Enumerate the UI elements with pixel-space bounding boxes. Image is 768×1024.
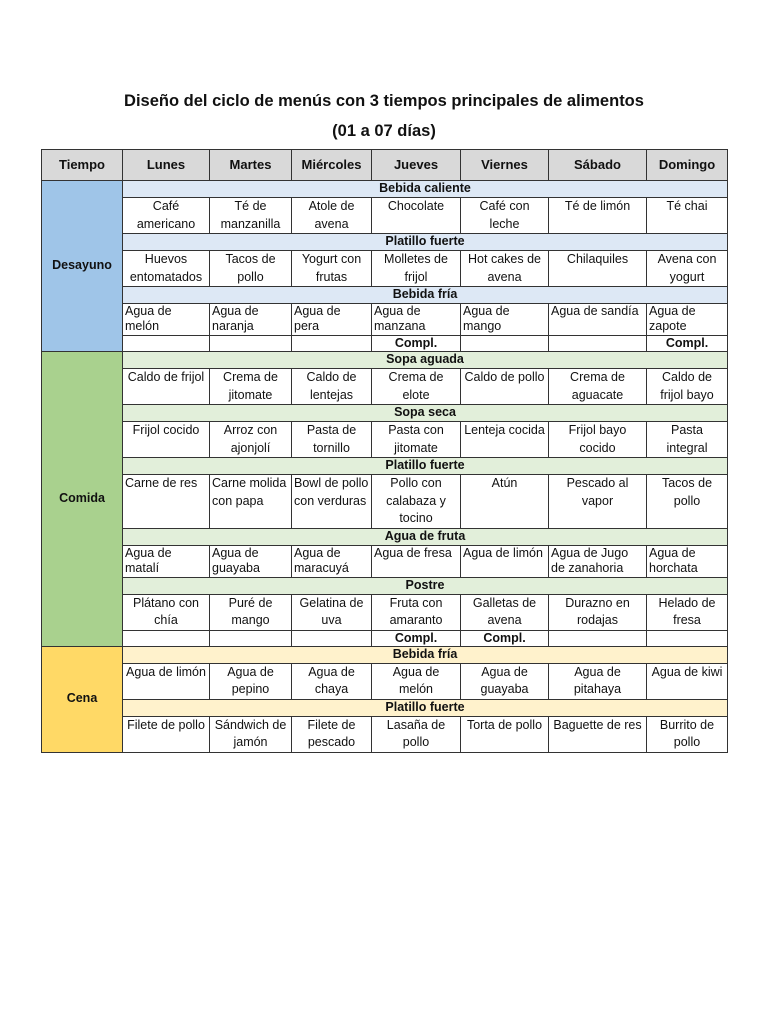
menu-row (42, 304, 728, 336)
menu-cell: Puré de mango (210, 594, 292, 630)
compl-cell (210, 630, 292, 646)
section-row (42, 699, 728, 716)
menu-cell: Café americano (123, 198, 210, 234)
menu-cell: Tacos de pollo (647, 475, 728, 529)
menu-cell: Té de limón (549, 198, 647, 234)
menu-cell: Agua de zapote (647, 304, 728, 336)
menu-cell: Agua de sandía (549, 304, 647, 336)
menu-cell: Agua de horchata (647, 545, 728, 577)
meal-label-comida: Comida (42, 352, 123, 647)
compl-cell: Compl. (461, 630, 549, 646)
menu-cell: Lasaña de pollo (372, 716, 461, 752)
menu-row (42, 198, 728, 234)
menu-cell: Agua de maracuyá (292, 545, 372, 577)
menu-row (42, 545, 728, 577)
compl-cell (123, 336, 210, 352)
compl-cell (461, 336, 549, 352)
menu-cell: Molletes de frijol (372, 251, 461, 287)
menu-row (42, 369, 728, 405)
menu-cell: Gelatina de uva (292, 594, 372, 630)
menu-cell: Helado de fresa (647, 594, 728, 630)
menu-row (42, 422, 728, 458)
menu-cell: Caldo de frijol bayo (647, 369, 728, 405)
page-subtitle: (01 a 07 días) (332, 122, 436, 140)
compl-cell: Compl. (372, 630, 461, 646)
menu-cell: Caldo de lentejas (292, 369, 372, 405)
menu-cell: Bowl de pollo con verduras (292, 475, 372, 529)
menu-cell: Agua de naranja (210, 304, 292, 336)
header-martes: Martes (210, 150, 292, 181)
menu-row (42, 336, 728, 352)
section-header: Sopa aguada (123, 352, 728, 369)
menu-cell: Agua de pera (292, 304, 372, 336)
menu-cell: Pasta con jitomate (372, 422, 461, 458)
header-tiempo: Tiempo (42, 150, 123, 181)
menu-cell: Agua de Jugo de zanahoria (549, 545, 647, 577)
menu-cell: Agua de matalí (123, 545, 210, 577)
section-header: Platillo fuerte (123, 699, 728, 716)
menu-cell: Chocolate (372, 198, 461, 234)
menu-cell: Carne molida con papa (210, 475, 292, 529)
menu-table (41, 149, 728, 753)
menu-cell: Atole de avena (292, 198, 372, 234)
compl-cell: Compl. (372, 336, 461, 352)
section-row (42, 181, 728, 198)
menu-cell: Sándwich de jamón (210, 716, 292, 752)
compl-cell (549, 336, 647, 352)
menu-cell: Té chai (647, 198, 728, 234)
menu-cell: Torta de pollo (461, 716, 549, 752)
section-row (42, 352, 728, 369)
header-lunes: Lunes (123, 150, 210, 181)
menu-cell: Agua de pepino (210, 663, 292, 699)
menu-cell: Pollo con calabaza y tocino (372, 475, 461, 529)
menu-cell: Agua de limón (461, 545, 549, 577)
section-row (42, 646, 728, 663)
header-row (42, 150, 728, 181)
section-header: Platillo fuerte (123, 234, 728, 251)
menu-cell: Pescado al vapor (549, 475, 647, 529)
menu-cell: Pasta de tornillo (292, 422, 372, 458)
compl-cell (292, 630, 372, 646)
header-viernes: Viernes (461, 150, 549, 181)
menu-cell: Crema de jitomate (210, 369, 292, 405)
section-header: Bebida fría (123, 646, 728, 663)
compl-cell (549, 630, 647, 646)
compl-cell (123, 630, 210, 646)
menu-cell: Carne de res (123, 475, 210, 529)
menu-cell: Agua de pitahaya (549, 663, 647, 699)
menu-row (42, 716, 728, 752)
menu-cell: Caldo de frijol (123, 369, 210, 405)
menu-cell: Té de manzanilla (210, 198, 292, 234)
menu-cell: Plátano con chía (123, 594, 210, 630)
menu-cell: Café con leche (461, 198, 549, 234)
menu-cell: Arroz con ajonjolí (210, 422, 292, 458)
menu-cell: Agua de guayaba (210, 545, 292, 577)
menu-cell: Filete de pescado (292, 716, 372, 752)
menu-cell: Frijol cocido (123, 422, 210, 458)
header-domingo: Domingo (647, 150, 728, 181)
menu-cell: Hot cakes de avena (461, 251, 549, 287)
section-header: Bebida caliente (123, 181, 728, 198)
section-row (42, 528, 728, 545)
menu-cell: Agua de mango (461, 304, 549, 336)
menu-cell: Crema de aguacate (549, 369, 647, 405)
section-row (42, 577, 728, 594)
menu-cell: Yogurt con frutas (292, 251, 372, 287)
menu-row (42, 630, 728, 646)
menu-cell: Avena con yogurt (647, 251, 728, 287)
menu-cell: Galletas de avena (461, 594, 549, 630)
menu-row (42, 475, 728, 529)
menu-cell: Agua de guayaba (461, 663, 549, 699)
header-sabado: Sábado (549, 150, 647, 181)
menu-cell: Huevos entomatados (123, 251, 210, 287)
section-header: Sopa seca (123, 405, 728, 422)
page-title: Diseño del ciclo de menús con 3 tiempos principales de alimentos (124, 92, 644, 110)
meal-label-desayuno: Desayuno (42, 181, 123, 352)
menu-cell: Agua de kiwi (647, 663, 728, 699)
section-row (42, 287, 728, 304)
section-header: Bebida fría (123, 287, 728, 304)
menu-cell: Baguette de res (549, 716, 647, 752)
menu-cell: Lenteja cocida (461, 422, 549, 458)
menu-row (42, 663, 728, 699)
menu-cell: Agua de fresa (372, 545, 461, 577)
menu-cell: Tacos de pollo (210, 251, 292, 287)
menu-cell: Filete de pollo (123, 716, 210, 752)
menu-cell: Atún (461, 475, 549, 529)
section-row (42, 234, 728, 251)
compl-cell: Compl. (647, 336, 728, 352)
menu-cell: Agua de chaya (292, 663, 372, 699)
menu-cell: Agua de manzana (372, 304, 461, 336)
compl-cell (292, 336, 372, 352)
menu-cell: Frijol bayo cocido (549, 422, 647, 458)
menu-row (42, 594, 728, 630)
meal-label-cena: Cena (42, 646, 123, 752)
menu-cell: Fruta con amaranto (372, 594, 461, 630)
section-header: Agua de fruta (123, 528, 728, 545)
menu-cell: Agua de melón (372, 663, 461, 699)
section-row (42, 405, 728, 422)
section-row (42, 458, 728, 475)
menu-cell: Durazno en rodajas (549, 594, 647, 630)
section-header: Platillo fuerte (123, 458, 728, 475)
header-miercoles: Miércoles (292, 150, 372, 181)
menu-cell: Crema de elote (372, 369, 461, 405)
header-jueves: Jueves (372, 150, 461, 181)
menu-cell: Pasta integral (647, 422, 728, 458)
menu-cell: Agua de melón (123, 304, 210, 336)
menu-cell: Agua de limón (123, 663, 210, 699)
compl-cell (210, 336, 292, 352)
menu-cell: Chilaquiles (549, 251, 647, 287)
section-header: Postre (123, 577, 728, 594)
compl-cell (647, 630, 728, 646)
menu-cell: Burrito de pollo (647, 716, 728, 752)
menu-cell: Caldo de pollo (461, 369, 549, 405)
menu-row (42, 251, 728, 287)
